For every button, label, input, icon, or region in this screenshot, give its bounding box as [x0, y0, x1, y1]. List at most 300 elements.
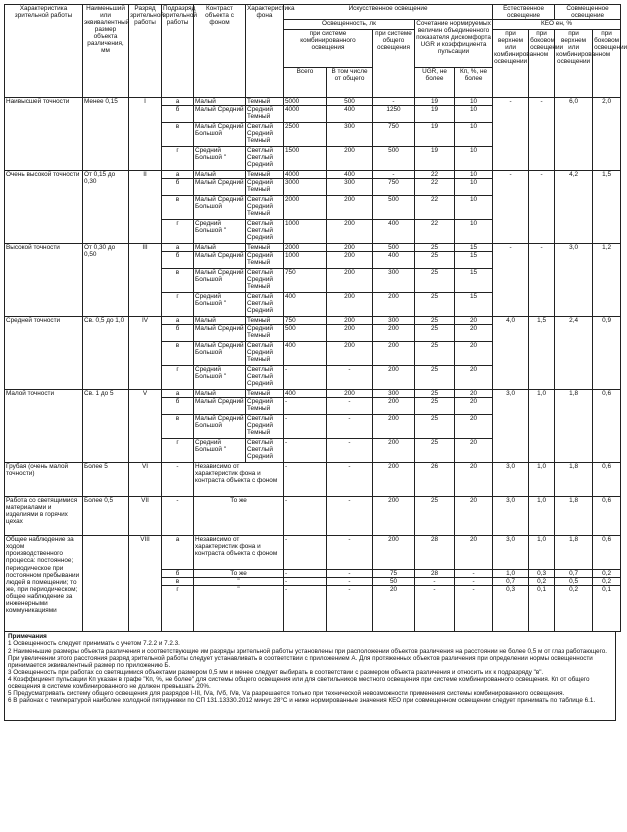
- cell-natural-top: 3,0: [493, 390, 529, 463]
- cell-contrast: ": [194, 586, 284, 632]
- cell-total: 2000: [284, 196, 327, 220]
- cell-general: 750: [373, 123, 415, 147]
- cell-ugr: 19: [415, 98, 455, 106]
- cell-work: Работа со светящимися материалами и изделиями в горячих цехах: [5, 497, 83, 536]
- cell-contrast: Малый Средний: [194, 252, 246, 269]
- cell-sub: б: [162, 398, 194, 415]
- cell-general: -: [373, 171, 415, 179]
- header-combined-system: при системе комбинированного освещения: [284, 30, 373, 68]
- cell-general: 200: [373, 342, 415, 366]
- cell-contrast: Малый Средний: [194, 106, 246, 123]
- cell-bg: Светлый Светлый Средний: [246, 147, 284, 171]
- cell-bg: Темный: [246, 98, 284, 106]
- cell-category: VII: [129, 497, 162, 536]
- cell-bg: Средний Темный: [246, 252, 284, 269]
- cell-work: Наивысшей точности: [5, 98, 83, 171]
- cell-natural-side: 1,0: [529, 536, 555, 570]
- cell-kp: 20: [455, 398, 493, 415]
- cell-ugr: 25: [415, 398, 455, 415]
- header-mixed: Совмещенное освещение: [555, 5, 621, 20]
- cell-incl: 200: [327, 196, 373, 220]
- cell-general: 300: [373, 269, 415, 293]
- cell-ugr: -: [415, 578, 455, 586]
- cell-incl: -: [327, 415, 373, 439]
- cell-sub: а: [162, 98, 194, 106]
- cell-incl: 200: [327, 220, 373, 244]
- header-mixed-top: при верхнем или комбинированном освещении: [555, 30, 593, 98]
- cell-mixed-side: 0,1: [593, 586, 621, 632]
- header-artificial: Искусственное освещение: [284, 5, 493, 20]
- cell-sub: в: [162, 196, 194, 220]
- cell-kp: -: [455, 578, 493, 586]
- cell-sub: в: [162, 578, 194, 586]
- cell-ugr: 22: [415, 171, 455, 179]
- cell-kp: 20: [455, 497, 493, 536]
- cell-sub: б: [162, 252, 194, 269]
- table-row: [5, 171, 621, 179]
- note-item: 1 Освещенность следует принимать с учетом 7.2.2 и 7.2.3.: [8, 640, 180, 648]
- cell-kp: 20: [455, 317, 493, 325]
- cell-contrast: Средний Большой ": [194, 293, 246, 317]
- cell-kp: 20: [455, 439, 493, 463]
- cell-bg: Светлый Светлый Средний: [246, 366, 284, 390]
- cell-ugr: 25: [415, 269, 455, 293]
- cell-general: 75: [373, 570, 415, 578]
- cell-incl: 400: [327, 106, 373, 123]
- cell-kp: 10: [455, 147, 493, 171]
- cell-general: -: [373, 98, 415, 106]
- cell-total: 750: [284, 317, 327, 325]
- cell-total: 5000: [284, 98, 327, 106]
- cell-total: 2500: [284, 123, 327, 147]
- cell-kp: 15: [455, 293, 493, 317]
- cell-ugr: 19: [415, 147, 455, 171]
- cell-sub: -: [162, 497, 194, 536]
- cell-kp: 20: [455, 390, 493, 398]
- cell-ugr: 25: [415, 252, 455, 269]
- cell-natural-top: 3,0: [493, 463, 529, 497]
- cell-natural-side: -: [529, 171, 555, 244]
- cell-work: Малой точности: [5, 390, 83, 463]
- cell-sub: а: [162, 317, 194, 325]
- cell-sub: г: [162, 147, 194, 171]
- cell-ugr: 22: [415, 196, 455, 220]
- cell-total: -: [284, 439, 327, 463]
- cell-kp: 10: [455, 220, 493, 244]
- header-natural-top: при верхнем или комбинированном освещении: [493, 30, 529, 98]
- cell-category: III: [129, 244, 162, 317]
- cell-bg: Темный: [246, 390, 284, 398]
- cell-ugr: 22: [415, 179, 455, 196]
- cell-total: -: [284, 570, 327, 578]
- cell-general: 400: [373, 252, 415, 269]
- cell-ugr: 25: [415, 325, 455, 342]
- header-incl-general: В том числе от общего: [327, 68, 373, 98]
- cell-total: 1500: [284, 147, 327, 171]
- cell-ugr: 25: [415, 497, 455, 536]
- cell-general: 200: [373, 366, 415, 390]
- cell-incl: 400: [327, 171, 373, 179]
- table-row: [5, 98, 621, 106]
- cell-incl: 200: [327, 252, 373, 269]
- note-item: 3 Освещенность при работах со светящимися объектами размером 0,5 мм и менее следует выбирать в соответствии с размером объекта различения и относить их к подразряду "в".: [8, 668, 544, 676]
- cell-contrast: Малый Средний: [194, 325, 246, 342]
- cell-incl: 200: [327, 342, 373, 366]
- cell-kp: 20: [455, 366, 493, 390]
- cell-mixed-top: 1,8: [555, 390, 593, 463]
- header-category: Разряд зрительной работы: [129, 5, 162, 98]
- cell-sub: г: [162, 586, 194, 632]
- note-item: 4 Коэффициент пульсации Кп указан в графе "Кп, %, не более" для системы общего освещения или для светильников местного освещения при системе комбинированного освещения. Кп от общего освещения в системе комбинированного не должен превышать 20%.: [8, 675, 590, 690]
- cell-natural-top: 4,0: [493, 317, 529, 390]
- cell-bg: Светлый Средний Темный: [246, 123, 284, 147]
- cell-natural-side: 1,0: [529, 463, 555, 497]
- cell-bg: Светлый Средний Темный: [246, 415, 284, 439]
- cell-bg: Темный: [246, 317, 284, 325]
- cell-mixed-side: 1,2: [593, 244, 621, 317]
- cell-natural-side: 0,2: [529, 578, 555, 586]
- cell-ugr: 25: [415, 244, 455, 252]
- cell-natural-side: 1,0: [529, 390, 555, 463]
- cell-contrast: Малый Средний: [194, 179, 246, 196]
- header-total: Всего: [284, 68, 327, 98]
- cell-contrast: Малый Средний Большой: [194, 342, 246, 366]
- cell-kp: 10: [455, 98, 493, 106]
- note-item: 2 Наименьшие размеры объекта различения и соответствующие им разряды зрительной работы установлены при расположении объектов различения на расстоянии не более 0,5 м от глаз работающего. При увеличении этого расстояния разряд зрительной работы следует устанавливать в соответствии с приложением А. Для протяженных объектов различения при определении нормы освещенности принимается эквивалентный размер по приложению Б.: [8, 647, 608, 669]
- cell-sub: в: [162, 269, 194, 293]
- cell-bg: Темный: [246, 171, 284, 179]
- cell-total: -: [284, 497, 327, 536]
- table-body: [5, 98, 621, 632]
- cell-incl: 200: [327, 325, 373, 342]
- header-min-size: Наименьший или эквивалентный размер объекта различения, мм: [83, 5, 129, 98]
- cell-bg: Светлый Светлый Средний: [246, 293, 284, 317]
- cell-total: 750: [284, 269, 327, 293]
- cell-work: Грубая (очень малой точности): [5, 463, 83, 497]
- cell-total: -: [284, 415, 327, 439]
- cell-total: 1000: [284, 220, 327, 244]
- cell-contrast: Малый: [194, 244, 246, 252]
- cell-total: -: [284, 536, 327, 570]
- cell-bg: Темный: [246, 244, 284, 252]
- cell-ugr: 26: [415, 463, 455, 497]
- cell-total: 4000: [284, 171, 327, 179]
- notes-block: [4, 632, 616, 721]
- cell-contrast: Независимо от характеристик фона и контраста объекта с фоном: [194, 463, 284, 497]
- cell-sub: г: [162, 293, 194, 317]
- cell-kp: 20: [455, 415, 493, 439]
- header-contrast: Контраст объекта с фоном: [194, 5, 246, 98]
- cell-contrast: Малый Средний: [194, 398, 246, 415]
- cell-total: -: [284, 578, 327, 586]
- cell-natural-side: -: [529, 244, 555, 317]
- cell-general: 200: [373, 398, 415, 415]
- cell-ugr: 25: [415, 415, 455, 439]
- cell-size: От 0,15 до 0,30: [83, 171, 129, 244]
- cell-incl: 500: [327, 98, 373, 106]
- cell-mixed-top: 1,8: [555, 463, 593, 497]
- cell-contrast: Малый: [194, 317, 246, 325]
- cell-ugr: 25: [415, 366, 455, 390]
- cell-general: 500: [373, 196, 415, 220]
- cell-general: 20: [373, 586, 415, 632]
- header-natural-side: при боковом освещении: [529, 30, 555, 98]
- cell-total: -: [284, 463, 327, 497]
- cell-natural-side: -: [529, 98, 555, 171]
- header-mixed-side: при боковом освещении: [593, 30, 621, 98]
- note-item: 5 Предусматривать систему общего освещения для разрядов I-III, IVа, IVб, IVв, Vа разрешается только при технической невозможности применения системы комбинированного освещения.: [8, 689, 565, 697]
- cell-mixed-side: 0,9: [593, 317, 621, 390]
- cell-mixed-side: 0,6: [593, 497, 621, 536]
- cell-general: 200: [373, 497, 415, 536]
- cell-mixed-side: 1,5: [593, 171, 621, 244]
- cell-ugr: 25: [415, 342, 455, 366]
- cell-work: Высокой точности: [5, 244, 83, 317]
- notes-title: Примечания: [8, 633, 47, 641]
- cell-ugr: 22: [415, 220, 455, 244]
- cell-mixed-top: 6,0: [555, 98, 593, 171]
- cell-sub: б: [162, 179, 194, 196]
- cell-size: Св. 1 до 5: [83, 390, 129, 463]
- cell-total: 4000: [284, 106, 327, 123]
- cell-sub: а: [162, 536, 194, 570]
- cell-mixed-side: 2,0: [593, 98, 621, 171]
- cell-natural-top: 3,0: [493, 497, 529, 536]
- cell-kp: -: [455, 570, 493, 578]
- cell-bg: Средний Темный: [246, 398, 284, 415]
- cell-general: 300: [373, 317, 415, 325]
- cell-total: 400: [284, 342, 327, 366]
- cell-kp: 15: [455, 269, 493, 293]
- cell-incl: -: [327, 366, 373, 390]
- table-row: [5, 536, 621, 570]
- cell-contrast: Малый Средний Большой: [194, 415, 246, 439]
- cell-general: 500: [373, 244, 415, 252]
- header-subcategory: Подразряд зрительной работы: [162, 5, 194, 98]
- cell-contrast: Малый Средний Большой: [194, 269, 246, 293]
- cell-size: Св. 0,5 до 1,0: [83, 317, 129, 390]
- cell-mixed-top: 1,8: [555, 497, 593, 536]
- cell-natural-top: -: [493, 98, 529, 171]
- cell-kp: 10: [455, 171, 493, 179]
- cell-total: 400: [284, 293, 327, 317]
- cell-category: VI: [129, 463, 162, 497]
- header-ugr: UGR, не более: [415, 68, 455, 98]
- cell-bg: Светлый Средний Темный: [246, 342, 284, 366]
- cell-natural-side: 0,1: [529, 586, 555, 632]
- cell-general: 50: [373, 578, 415, 586]
- cell-work: Очень высокой точности: [5, 171, 83, 244]
- cell-sub: б: [162, 570, 194, 578]
- cell-ugr: 19: [415, 106, 455, 123]
- cell-contrast: Независимо от характеристик фона и контраста объекта с фоном: [194, 536, 284, 570]
- cell-bg: Средний Темный: [246, 179, 284, 196]
- cell-total: -: [284, 398, 327, 415]
- cell-mixed-top: 0,7: [555, 570, 593, 578]
- cell-ugr: 25: [415, 439, 455, 463]
- cell-bg: Светлый Светлый Средний: [246, 220, 284, 244]
- cell-general: 200: [373, 536, 415, 570]
- cell-mixed-side: 0,6: [593, 536, 621, 570]
- cell-ugr: -: [415, 586, 455, 632]
- cell-incl: 200: [327, 269, 373, 293]
- cell-incl: 200: [327, 317, 373, 325]
- cell-general: 200: [373, 293, 415, 317]
- cell-incl: 200: [327, 147, 373, 171]
- cell-mixed-side: 0,6: [593, 390, 621, 463]
- cell-work: Общее наблюдение за ходом производственного процесса: постоянное; периодическое при постоянном пребывании людей в помещении; то же, при периодическом; общее наблюдение за инженерными коммуникациями: [5, 536, 83, 632]
- cell-sub: г: [162, 366, 194, 390]
- cell-general: 300: [373, 390, 415, 398]
- cell-kp: 20: [455, 342, 493, 366]
- cell-contrast: Средний Большой ": [194, 220, 246, 244]
- cell-sub: а: [162, 171, 194, 179]
- cell-natural-top: -: [493, 244, 529, 317]
- cell-mixed-top: 3,0: [555, 244, 593, 317]
- cell-natural-top: 3,0: [493, 536, 529, 570]
- cell-contrast: Средний Большой ": [194, 439, 246, 463]
- cell-sub: -: [162, 463, 194, 497]
- cell-general: 200: [373, 415, 415, 439]
- cell-sub: в: [162, 123, 194, 147]
- cell-sub: в: [162, 342, 194, 366]
- cell-incl: -: [327, 463, 373, 497]
- cell-mixed-top: 2,4: [555, 317, 593, 390]
- cell-natural-top: 1,0: [493, 570, 529, 578]
- cell-sub: г: [162, 220, 194, 244]
- cell-incl: 200: [327, 244, 373, 252]
- cell-natural-top: 0,7: [493, 578, 529, 586]
- cell-contrast: Малый: [194, 390, 246, 398]
- cell-ugr: 25: [415, 293, 455, 317]
- header-visual-work: Характеристика зрительной работы: [5, 5, 83, 98]
- cell-kp: 20: [455, 325, 493, 342]
- table-row: [5, 390, 621, 398]
- cell-mixed-side: 0,6: [593, 463, 621, 497]
- cell-mixed-top: 4,2: [555, 171, 593, 244]
- cell-mixed-top: 1,8: [555, 536, 593, 570]
- cell-incl: 200: [327, 293, 373, 317]
- cell-natural-side: 1,5: [529, 317, 555, 390]
- cell-general: 400: [373, 220, 415, 244]
- cell-contrast: Средний Большой ": [194, 366, 246, 390]
- norms-document: [4, 4, 627, 824]
- cell-size: Более 0,5: [83, 497, 129, 536]
- table-row: [5, 317, 621, 325]
- cell-incl: -: [327, 586, 373, 632]
- cell-ugr: 19: [415, 123, 455, 147]
- table-header: [5, 5, 627, 98]
- table-row: [5, 244, 621, 252]
- cell-kp: 20: [455, 463, 493, 497]
- cell-incl: 300: [327, 179, 373, 196]
- cell-incl: -: [327, 398, 373, 415]
- cell-mixed-top: 0,2: [555, 586, 593, 632]
- cell-bg: Светлый Светлый Средний: [246, 439, 284, 463]
- cell-category: II: [129, 171, 162, 244]
- cell-natural-top: -: [493, 171, 529, 244]
- cell-natural-side: 1,0: [529, 497, 555, 536]
- cell-incl: -: [327, 570, 373, 578]
- cell-mixed-top: 0,5: [555, 578, 593, 586]
- header-keo: КЕО ен, %: [493, 20, 621, 30]
- cell-incl: -: [327, 439, 373, 463]
- cell-contrast: То же: [194, 570, 284, 578]
- header-combination: Сочетание нормируемых величин объединенного показателя дискомфорта UGR и коэффициента пульсации: [415, 20, 493, 68]
- cell-sub: в: [162, 415, 194, 439]
- header-illuminance: Освещенность, лк: [284, 20, 415, 30]
- cell-incl: -: [327, 497, 373, 536]
- cell-category: I: [129, 98, 162, 171]
- cell-ugr: 25: [415, 317, 455, 325]
- cell-contrast: То же: [194, 497, 284, 536]
- cell-contrast: Малый: [194, 171, 246, 179]
- cell-natural-side: 0,3: [529, 570, 555, 578]
- cell-sub: а: [162, 244, 194, 252]
- cell-contrast: Малый Средний Большой: [194, 196, 246, 220]
- cell-incl: 200: [327, 390, 373, 398]
- cell-kp: 15: [455, 244, 493, 252]
- table-row: [5, 463, 621, 497]
- cell-category: IV: [129, 317, 162, 390]
- cell-mixed-side: 0,2: [593, 578, 621, 586]
- cell-total: 3000: [284, 179, 327, 196]
- header-natural: Естественное освещение: [493, 5, 555, 20]
- cell-general: 200: [373, 463, 415, 497]
- cell-general: 200: [373, 325, 415, 342]
- cell-total: 400: [284, 390, 327, 398]
- cell-bg: Средний Темный: [246, 325, 284, 342]
- cell-sub: б: [162, 106, 194, 123]
- cell-kp: 10: [455, 196, 493, 220]
- cell-kp: 10: [455, 179, 493, 196]
- cell-contrast: ": [194, 578, 284, 586]
- cell-general: 200: [373, 439, 415, 463]
- cell-general: 750: [373, 179, 415, 196]
- lighting-norms-table: [4, 4, 627, 632]
- cell-total: 1000: [284, 252, 327, 269]
- header-background: Характеристика фона: [246, 5, 284, 98]
- cell-category: VIII: [129, 536, 162, 632]
- cell-general: 1250: [373, 106, 415, 123]
- cell-incl: -: [327, 578, 373, 586]
- cell-contrast: Малый Средний Большой: [194, 123, 246, 147]
- cell-sub: а: [162, 390, 194, 398]
- cell-size: [83, 536, 129, 632]
- cell-total: 500: [284, 325, 327, 342]
- cell-size: Более 5: [83, 463, 129, 497]
- cell-mixed-side: 0,2: [593, 570, 621, 578]
- cell-kp: -: [455, 586, 493, 632]
- cell-incl: -: [327, 536, 373, 570]
- cell-contrast: Средний Большой ": [194, 147, 246, 171]
- header-general-system: при системе общего освещения: [373, 30, 415, 98]
- cell-ugr: 28: [415, 536, 455, 570]
- cell-kp: 20: [455, 536, 493, 570]
- cell-size: Менее 0,15: [83, 98, 129, 171]
- cell-kp: 10: [455, 123, 493, 147]
- cell-total: -: [284, 366, 327, 390]
- cell-bg: Средний Темный: [246, 106, 284, 123]
- cell-size: От 0,30 до 0,50: [83, 244, 129, 317]
- cell-bg: Светлый Средний Темный: [246, 269, 284, 293]
- cell-total: -: [284, 586, 327, 632]
- cell-sub: г: [162, 439, 194, 463]
- cell-ugr: 25: [415, 390, 455, 398]
- table-row: [5, 497, 621, 536]
- note-item: 6 В районах с температурой наиболее холодной пятидневки по СП 131.13330.2012 минус 28°С и ниже нормированные значения КЕО при совмещенном освещении следует принимать по таблице 6.1.: [8, 696, 596, 704]
- cell-bg: Светлый Средний Темный: [246, 196, 284, 220]
